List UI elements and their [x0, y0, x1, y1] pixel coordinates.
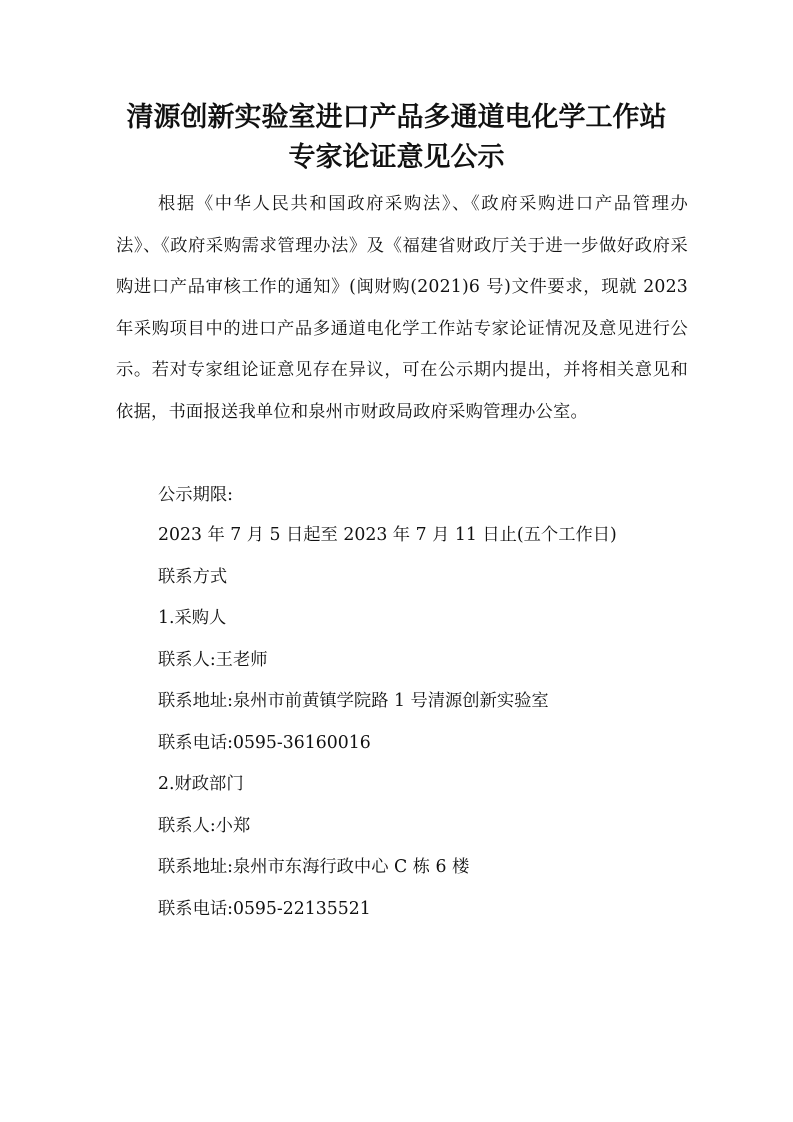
- finance-heading: 2.财政部门: [158, 774, 244, 794]
- purchaser-phone: 联系电话:0595-36160016: [158, 733, 371, 753]
- purchaser-person: 联系人:王老师: [158, 650, 268, 670]
- document-title-line-1: 清源创新实验室进口产品多通道电化学工作站: [126, 102, 667, 133]
- finance-person: 联系人:小郑: [158, 816, 251, 836]
- period-label: 公示期限:: [158, 485, 233, 505]
- purchaser-heading: 1.采购人: [158, 608, 227, 628]
- finance-phone: 联系电话:0595-22135521: [158, 899, 371, 919]
- purchaser-address: 联系地址:泉州市前黄镇学院路 1 号清源创新实验室: [158, 691, 549, 711]
- period-value: 2023 年 7 月 5 日起至 2023 年 7 月 11 日止(五个工作日): [158, 525, 617, 545]
- contact-heading: 联系方式: [158, 567, 228, 587]
- finance-address: 联系地址:泉州市东海行政中心 C 栋 6 楼: [158, 857, 470, 877]
- document-title-line-2: 专家论证意见公示: [288, 142, 505, 173]
- body-paragraph: 根据《中华人民共和国政府采购法》、《政府采购进口产品管理办法》、《政府采购需求管理办法》及《福建省财政厅关于进一步做好政府采购进口产品审核工作的通知》(闽财购(2021)6 号)文件要求，现就 2023 年采购项目中的进口产品多通道电化学工作站专家论证情况及意见进行公示。若对专家组论证意见存在异议，可在公示期内提出，并将相关意见和依据，书面报送我单位和泉州市财政局政府采购管理办公室。: [116, 194, 688, 422]
